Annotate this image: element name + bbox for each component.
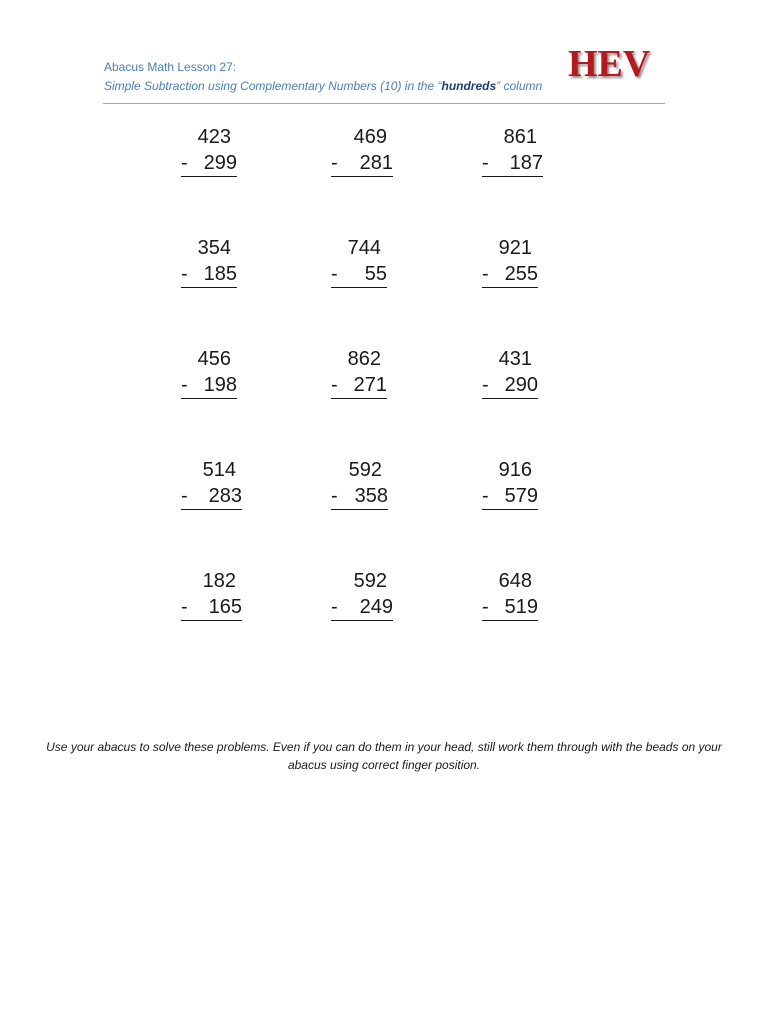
subtrahend-row xyxy=(482,485,538,510)
minuend: 456 xyxy=(197,348,231,370)
subtrahend: 519 xyxy=(504,596,538,618)
problem-7 xyxy=(181,345,237,399)
minus-sign: - xyxy=(181,152,188,174)
problem-4 xyxy=(181,234,237,288)
minus-sign: - xyxy=(482,596,489,618)
problem-13 xyxy=(181,567,242,621)
minus-sign: - xyxy=(331,596,338,618)
problem-6 xyxy=(482,234,538,288)
minuend: 921 xyxy=(498,237,532,259)
subtrahend: 579 xyxy=(504,485,538,507)
subtrahend: 271 xyxy=(353,374,387,396)
minus-sign: - xyxy=(331,152,338,174)
minus-sign: - xyxy=(331,374,338,396)
minuend: 182 xyxy=(202,570,236,592)
subtitle-emphasis: hundreds xyxy=(441,79,497,93)
lesson-title: Abacus Math Lesson 27: xyxy=(104,60,237,74)
subtrahend-row xyxy=(482,263,538,288)
subtrahend-row xyxy=(331,485,388,510)
subtrahend: 249 xyxy=(359,596,393,618)
minus-sign: - xyxy=(482,263,489,285)
minus-sign: - xyxy=(181,596,188,618)
subtrahend: 290 xyxy=(504,374,538,396)
instructions-text: Use your abacus to solve these problems. Even if you can do them in your head, still work them through with the beads on your abacus using correct finger position. xyxy=(46,740,722,772)
subtitle-text-end: ” column xyxy=(496,79,543,93)
subtrahend-row xyxy=(482,152,543,177)
subtrahend-row xyxy=(331,152,393,177)
subtrahend-row xyxy=(482,596,538,621)
subtrahend-row xyxy=(181,596,242,621)
problem-10 xyxy=(181,456,242,510)
minuend: 514 xyxy=(202,459,236,481)
minus-sign: - xyxy=(482,374,489,396)
minuend: 862 xyxy=(347,348,381,370)
lesson-subtitle xyxy=(104,79,542,93)
minuend: 354 xyxy=(197,237,231,259)
subtrahend: 358 xyxy=(354,485,388,507)
worksheet-header xyxy=(103,43,665,106)
subtrahend: 255 xyxy=(504,263,538,285)
subtrahend: 187 xyxy=(509,152,543,174)
problem-1 xyxy=(181,123,237,177)
minus-sign: - xyxy=(331,263,338,285)
minuend: 431 xyxy=(498,348,532,370)
minus-sign: - xyxy=(331,485,338,507)
problem-9 xyxy=(482,345,538,399)
minuend: 916 xyxy=(498,459,532,481)
subtrahend: 185 xyxy=(203,263,237,285)
minuend: 648 xyxy=(498,570,532,592)
header-divider xyxy=(103,103,665,104)
minus-sign: - xyxy=(181,374,188,396)
subtrahend: 165 xyxy=(208,596,242,618)
minuend: 861 xyxy=(503,126,537,148)
subtrahend-row xyxy=(331,596,393,621)
subtrahend-row xyxy=(331,374,387,399)
problem-2 xyxy=(331,123,393,177)
subtrahend-row xyxy=(181,485,242,510)
subtrahend-row xyxy=(331,263,387,288)
problem-3 xyxy=(482,123,543,177)
problem-11 xyxy=(331,456,388,510)
minus-sign: - xyxy=(482,152,489,174)
minuend: 469 xyxy=(353,126,387,148)
subtrahend: 299 xyxy=(203,152,237,174)
problem-5 xyxy=(331,234,387,288)
minus-sign: - xyxy=(181,263,188,285)
subtrahend: 283 xyxy=(208,485,242,507)
problem-14 xyxy=(331,567,393,621)
subtrahend-row xyxy=(181,263,237,288)
minuend: 423 xyxy=(197,126,231,148)
problem-15 xyxy=(482,567,538,621)
problem-12 xyxy=(482,456,538,510)
subtrahend-row xyxy=(181,374,237,399)
problem-8 xyxy=(331,345,387,399)
minuend: 744 xyxy=(347,237,381,259)
minuend: 592 xyxy=(348,459,382,481)
subtrahend: 281 xyxy=(359,152,393,174)
subtitle-text-start: Simple Subtraction using Complementary Numbers (10) in the “ xyxy=(104,79,442,93)
subtrahend-row xyxy=(482,374,538,399)
hev-logo: HEV xyxy=(568,43,651,85)
subtrahend-row xyxy=(181,152,237,177)
subtrahend: 198 xyxy=(203,374,237,396)
minus-sign: - xyxy=(482,485,489,507)
minuend: 592 xyxy=(353,570,387,592)
subtrahend: 55 xyxy=(364,263,387,285)
minus-sign: - xyxy=(181,485,188,507)
